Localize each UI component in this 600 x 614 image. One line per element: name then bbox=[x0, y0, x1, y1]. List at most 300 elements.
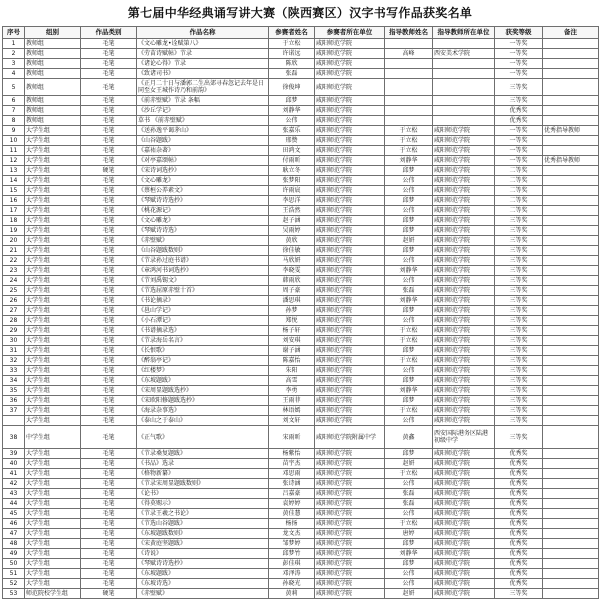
col-entrant-unit: 咸阳师范学院 bbox=[315, 216, 385, 226]
col-entrant-unit: 咸阳师范学院 bbox=[315, 479, 385, 489]
table-row bbox=[3, 59, 599, 69]
col-teacher-unit: 咸阳师范学院 bbox=[433, 509, 495, 519]
col-teacher-name: 公伟 bbox=[385, 276, 433, 286]
col-entrant-name: 邓泽涛 bbox=[269, 569, 315, 579]
col-teacher-name: 黄鑫 bbox=[385, 426, 433, 449]
col-index: 51 bbox=[3, 569, 25, 579]
col-award-level: 三等奖 bbox=[495, 79, 543, 96]
col-group: 大学生组 bbox=[25, 509, 81, 519]
col-teacher-name: 公伟 bbox=[385, 186, 433, 196]
col-remark bbox=[543, 376, 599, 386]
col-award-level-header: 获奖等级 bbox=[495, 27, 543, 39]
col-entrant-name: 张磊 bbox=[269, 69, 315, 79]
col-index: 43 bbox=[3, 489, 25, 499]
table-row bbox=[3, 186, 599, 196]
col-index: 27 bbox=[3, 306, 25, 316]
col-work-title: 《山谷题跋数则》 bbox=[137, 246, 269, 256]
col-teacher-unit: 咸阳师范学院 bbox=[433, 326, 495, 336]
col-entrant-name: 谢子涵 bbox=[269, 346, 315, 356]
col-teacher-unit: 咸阳师范学院 bbox=[433, 416, 495, 426]
col-index: 2 bbox=[3, 49, 25, 59]
col-remark bbox=[543, 589, 599, 599]
col-teacher-unit: 咸阳师范学院 bbox=[433, 146, 495, 156]
col-award-level: 三等奖 bbox=[495, 226, 543, 236]
table-row bbox=[3, 286, 599, 296]
col-remark bbox=[543, 346, 599, 356]
col-teacher-unit: 咸阳师范学院 bbox=[433, 136, 495, 146]
col-teacher-unit: 咸阳师范学院 bbox=[433, 366, 495, 376]
col-award-level: 一等奖 bbox=[495, 69, 543, 79]
col-award-level: 优秀奖 bbox=[495, 499, 543, 509]
col-teacher-name: 赵妍 bbox=[385, 236, 433, 246]
col-remark bbox=[543, 79, 599, 96]
col-group: 中学生组 bbox=[25, 426, 81, 449]
col-teacher-unit: 咸阳师范学院 bbox=[433, 276, 495, 286]
col-group: 大学生组 bbox=[25, 406, 81, 416]
col-group: 大学生组 bbox=[25, 206, 81, 216]
col-group: 大学生组 bbox=[25, 336, 81, 346]
col-award-level: 二等奖 bbox=[495, 176, 543, 186]
col-index: 21 bbox=[3, 246, 25, 256]
col-remark bbox=[543, 479, 599, 489]
col-index: 12 bbox=[3, 156, 25, 166]
table-row bbox=[3, 529, 599, 539]
col-entrant-unit: 咸阳师范学院 bbox=[315, 256, 385, 266]
col-teacher-unit bbox=[433, 39, 495, 49]
col-entrant-unit: 咸阳师范学院 bbox=[315, 69, 385, 79]
table-row bbox=[3, 156, 599, 166]
col-entrant-unit: 咸阳师范学院 bbox=[315, 459, 385, 469]
col-remark bbox=[543, 136, 599, 146]
col-teacher-unit: 咸阳师范学院 bbox=[433, 296, 495, 306]
col-teacher-name: 张磊 bbox=[385, 489, 433, 499]
col-group: 教师组 bbox=[25, 106, 81, 116]
table-row bbox=[3, 236, 599, 246]
table-row bbox=[3, 166, 599, 176]
table-row bbox=[3, 336, 599, 346]
col-entrant-unit: 咸阳师范学院 bbox=[315, 499, 385, 509]
col-teacher-name: 赵妍 bbox=[385, 589, 433, 599]
col-work-title: 《前赤壁赋》节录 条幅 bbox=[137, 96, 269, 106]
table-row bbox=[3, 126, 599, 136]
col-entrant-unit: 咸阳师范学院 bbox=[315, 59, 385, 69]
col-teacher-name: 邱梦 bbox=[385, 166, 433, 176]
col-category: 毛笔 bbox=[81, 326, 137, 336]
col-group: 大学生组 bbox=[25, 386, 81, 396]
col-index: 29 bbox=[3, 326, 25, 336]
col-remark bbox=[543, 106, 599, 116]
table-row bbox=[3, 96, 599, 106]
col-entrant-name: 李勇 bbox=[269, 386, 315, 396]
col-entrant-name: 邱梦 bbox=[269, 96, 315, 106]
col-entrant-name: 吴雨婷 bbox=[269, 226, 315, 236]
col-teacher-name: 高峰 bbox=[385, 49, 433, 59]
col-category: 毛笔 bbox=[81, 499, 137, 509]
col-award-level: 二等奖 bbox=[495, 186, 543, 196]
col-index: 52 bbox=[3, 579, 25, 589]
col-teacher-name: 公伟 bbox=[385, 316, 433, 326]
col-category: 毛笔 bbox=[81, 226, 137, 236]
col-award-level: 一等奖 bbox=[495, 146, 543, 156]
col-index: 15 bbox=[3, 186, 25, 196]
col-remark bbox=[543, 116, 599, 126]
col-index: 31 bbox=[3, 346, 25, 356]
col-work-title: 《书谱摘录选》 bbox=[137, 326, 269, 336]
col-group: 大学生组 bbox=[25, 479, 81, 489]
col-teacher-unit: 咸阳师范学院 bbox=[433, 406, 495, 416]
col-work-title: 《文心雕龙》 bbox=[137, 176, 269, 186]
col-teacher-name: 于立松 bbox=[385, 469, 433, 479]
col-teacher-name bbox=[385, 39, 433, 49]
col-category: 毛笔 bbox=[81, 479, 137, 489]
col-entrant-name: 赵子涵 bbox=[269, 216, 315, 226]
col-work-title: 《宋周显题跋选抄》 bbox=[137, 386, 269, 396]
col-teacher-unit: 咸阳师范学院 bbox=[433, 156, 495, 166]
col-work-title: 《诗说》 bbox=[137, 549, 269, 559]
table-row bbox=[3, 346, 599, 356]
col-award-level: 优秀奖 bbox=[495, 529, 543, 539]
col-work-title: 《琴赋诗诗选抄》 bbox=[137, 559, 269, 569]
col-remark bbox=[543, 166, 599, 176]
col-category: 毛笔 bbox=[81, 449, 137, 459]
col-award-level: 优秀奖 bbox=[495, 459, 543, 469]
col-entrant-name: 周子豪 bbox=[269, 286, 315, 296]
col-index: 5 bbox=[3, 79, 25, 96]
col-teacher-name: 于立松 bbox=[385, 136, 433, 146]
col-award-level: 二等奖 bbox=[495, 206, 543, 216]
col-entrant-unit: 咸阳师范学院 bbox=[315, 236, 385, 246]
col-group: 大学生组 bbox=[25, 376, 81, 386]
col-index: 34 bbox=[3, 376, 25, 386]
col-index: 53 bbox=[3, 589, 25, 599]
col-index: 20 bbox=[3, 236, 25, 246]
col-remark bbox=[543, 579, 599, 589]
col-category: 毛笔 bbox=[81, 539, 137, 549]
col-entrant-unit: 咸阳师范学院 bbox=[315, 579, 385, 589]
col-entrant-unit: 咸阳师范学院 bbox=[315, 336, 385, 346]
col-award-level: 优秀奖 bbox=[495, 549, 543, 559]
col-award-level: 一等奖 bbox=[495, 59, 543, 69]
table-row bbox=[3, 469, 599, 479]
col-award-level: 三等奖 bbox=[495, 236, 543, 246]
table-row bbox=[3, 569, 599, 579]
col-index: 19 bbox=[3, 226, 25, 236]
col-entrant-name: 黄佳慧 bbox=[269, 509, 315, 519]
col-index: 4 bbox=[3, 69, 25, 79]
col-remark bbox=[543, 386, 599, 396]
col-teacher-unit: 咸阳师范学院 bbox=[433, 559, 495, 569]
col-entrant-name: 张梦阳 bbox=[269, 176, 315, 186]
col-teacher-name: 邱梦 bbox=[385, 306, 433, 316]
col-award-level: 三等奖 bbox=[495, 376, 543, 386]
col-work-title: 《送孙逸平谒茅山》 bbox=[137, 126, 269, 136]
col-award-level: 三等奖 bbox=[495, 416, 543, 426]
col-entrant-unit: 咸阳师范学院 bbox=[315, 276, 385, 286]
col-award-level: 三等奖 bbox=[495, 366, 543, 376]
col-work-title: 《泰山之于泰山》 bbox=[137, 416, 269, 426]
col-work-title: 《得莫赐示》 bbox=[137, 499, 269, 509]
col-category: 毛笔 bbox=[81, 519, 137, 529]
col-work-title: 《嘉祐杂著》 bbox=[137, 146, 269, 156]
col-category: 毛笔 bbox=[81, 579, 137, 589]
col-work-title: 《红楼梦》 bbox=[137, 366, 269, 376]
col-award-level: 优秀奖 bbox=[495, 569, 543, 579]
col-remark bbox=[543, 499, 599, 509]
col-group: 大学生组 bbox=[25, 366, 81, 376]
col-award-level: 优秀奖 bbox=[495, 449, 543, 459]
col-group: 大学生组 bbox=[25, 236, 81, 246]
col-remark: 优秀指导教师 bbox=[543, 126, 599, 136]
col-index: 25 bbox=[3, 286, 25, 296]
col-award-level: 三等奖 bbox=[495, 246, 543, 256]
col-group: 大学生组 bbox=[25, 489, 81, 499]
col-teacher-name: 于立松 bbox=[385, 126, 433, 136]
col-teacher-name: 于立松 bbox=[385, 336, 433, 346]
col-teacher-unit: 咸阳师范学院 bbox=[433, 519, 495, 529]
col-entrant-name: 朱阳 bbox=[269, 366, 315, 376]
col-index: 11 bbox=[3, 146, 25, 156]
col-remark bbox=[543, 366, 599, 376]
col-teacher-name: 公伟 bbox=[385, 479, 433, 489]
col-entrant-unit: 咸阳师范学院 bbox=[315, 449, 385, 459]
col-work-title: 《格物新纂》 bbox=[137, 469, 269, 479]
col-teacher-name: 邱梦 bbox=[385, 246, 433, 256]
col-group: 大学生组 bbox=[25, 499, 81, 509]
col-category: 毛笔 bbox=[81, 79, 137, 96]
col-entrant-unit: 咸阳师范学院 bbox=[315, 226, 385, 236]
col-work-title: 《劳苗诗赋帖》节录 bbox=[137, 49, 269, 59]
col-work-title: 《书品》选录 bbox=[137, 459, 269, 469]
col-teacher-name: 于立松 bbox=[385, 356, 433, 366]
col-category: 毛笔 bbox=[81, 69, 137, 79]
col-remark bbox=[543, 326, 599, 336]
col-teacher-unit: 咸阳师范学院 bbox=[433, 316, 495, 326]
col-group: 大学生组 bbox=[25, 356, 81, 366]
col-remark bbox=[543, 569, 599, 579]
col-work-title: 《宋黄庭坚题跋》 bbox=[137, 539, 269, 549]
table-row bbox=[3, 539, 599, 549]
col-group: 大学生组 bbox=[25, 166, 81, 176]
col-remark bbox=[543, 529, 599, 539]
col-work-title: 《东坡题跋》 bbox=[137, 569, 269, 579]
col-remark bbox=[543, 176, 599, 186]
col-award-level: 三等奖 bbox=[495, 589, 543, 599]
col-entrant-name: 张诗涵 bbox=[269, 479, 315, 489]
col-index: 10 bbox=[3, 136, 25, 146]
col-entrant-unit: 咸阳师范学院 bbox=[315, 246, 385, 256]
table-row bbox=[3, 266, 599, 276]
col-category: 毛笔 bbox=[81, 459, 137, 469]
col-award-level: 优秀奖 bbox=[495, 489, 543, 499]
col-entrant-unit: 咸阳师范学院 bbox=[315, 79, 385, 96]
col-entrant-name: 韩雨欣 bbox=[269, 276, 315, 286]
col-teacher-unit: 咸阳师范学院 bbox=[433, 579, 495, 589]
table-row bbox=[3, 396, 599, 406]
col-index: 28 bbox=[3, 316, 25, 326]
col-category: 毛笔 bbox=[81, 406, 137, 416]
col-remark bbox=[543, 469, 599, 479]
col-category: 毛笔 bbox=[81, 276, 137, 286]
table-row bbox=[3, 106, 599, 116]
col-category: 毛笔 bbox=[81, 96, 137, 106]
col-remark bbox=[543, 69, 599, 79]
col-award-level: 一等奖 bbox=[495, 126, 543, 136]
col-category: 毛笔 bbox=[81, 396, 137, 406]
col-category: 毛笔 bbox=[81, 116, 137, 126]
col-group: 大学生组 bbox=[25, 549, 81, 559]
col-teacher-name: 于立松 bbox=[385, 406, 433, 416]
col-work-title: 草书 《前赤壁赋》 bbox=[137, 116, 269, 126]
col-entrant-unit: 咸阳师范学院 bbox=[315, 156, 385, 166]
table-row bbox=[3, 559, 599, 569]
col-teacher-name: 张磊 bbox=[385, 286, 433, 296]
col-group: 大学生组 bbox=[25, 136, 81, 146]
col-teacher-unit: 咸阳师范学院 bbox=[433, 256, 495, 266]
col-category: 毛笔 bbox=[81, 509, 137, 519]
col-entrant-name: 刘静华 bbox=[269, 106, 315, 116]
col-award-level: 三等奖 bbox=[495, 296, 543, 306]
col-entrant-unit: 咸阳师范学院 bbox=[315, 166, 385, 176]
table-header-row bbox=[3, 27, 599, 39]
col-entrant-name: 王浩然 bbox=[269, 206, 315, 216]
col-group: 教师组 bbox=[25, 79, 81, 96]
col-index: 33 bbox=[3, 366, 25, 376]
col-entrant-name: 马欣妍 bbox=[269, 256, 315, 266]
table-row bbox=[3, 196, 599, 206]
table-row bbox=[3, 549, 599, 559]
col-group: 教师组 bbox=[25, 96, 81, 106]
col-category: 毛笔 bbox=[81, 296, 137, 306]
col-teacher-name: 邱梦 bbox=[385, 449, 433, 459]
col-entrant-name: 付雨昕 bbox=[269, 156, 315, 166]
col-group: 大学生组 bbox=[25, 396, 81, 406]
col-entrant-unit: 咸阳师范学院 bbox=[315, 136, 385, 146]
col-index: 47 bbox=[3, 529, 25, 539]
col-award-level: 三等奖 bbox=[495, 96, 543, 106]
col-entrant-name: 吕嘉豪 bbox=[269, 489, 315, 499]
col-work-title: 《长恨歌》 bbox=[137, 346, 269, 356]
col-teacher-name: 于立松 bbox=[385, 146, 433, 156]
col-work-title: 《文心雕龙•诠赋第八》 bbox=[137, 39, 269, 49]
col-entrant-name-header: 参赛者姓名 bbox=[269, 27, 315, 39]
col-entrant-name: 许诺远 bbox=[269, 49, 315, 59]
col-entrant-name: 苗宇杰 bbox=[269, 459, 315, 469]
col-award-level: 优秀奖 bbox=[495, 579, 543, 589]
col-remark bbox=[543, 266, 599, 276]
col-category-header: 作品类别 bbox=[81, 27, 137, 39]
col-remark bbox=[543, 539, 599, 549]
col-remark bbox=[543, 286, 599, 296]
col-teacher-unit: 咸阳师范学院 bbox=[433, 246, 495, 256]
table-row bbox=[3, 509, 599, 519]
col-index: 24 bbox=[3, 276, 25, 286]
col-entrant-unit: 咸阳师范学院 bbox=[315, 366, 385, 376]
table-row bbox=[3, 426, 599, 449]
col-remark bbox=[543, 509, 599, 519]
col-remark bbox=[543, 356, 599, 366]
col-remark bbox=[543, 186, 599, 196]
col-teacher-unit bbox=[433, 106, 495, 116]
col-group: 大学生组 bbox=[25, 156, 81, 166]
col-teacher-unit: 咸阳师范学院 bbox=[433, 499, 495, 509]
col-teacher-name: 邱梦 bbox=[385, 196, 433, 206]
col-index: 18 bbox=[3, 216, 25, 226]
col-entrant-unit: 咸阳师范学院 bbox=[315, 196, 385, 206]
col-index: 3 bbox=[3, 59, 25, 69]
col-teacher-unit: 咸阳师范学院 bbox=[433, 236, 495, 246]
col-group: 大学生组 bbox=[25, 276, 81, 286]
col-remark bbox=[543, 59, 599, 69]
col-group: 大学生组 bbox=[25, 569, 81, 579]
award-table bbox=[2, 26, 599, 599]
col-category: 毛笔 bbox=[81, 489, 137, 499]
col-teacher-name: 邱梦 bbox=[385, 226, 433, 236]
col-work-title: 《文心雕龙》 bbox=[137, 216, 269, 226]
col-award-level: 三等奖 bbox=[495, 326, 543, 336]
col-teacher-unit: 咸阳师范学院 bbox=[433, 489, 495, 499]
table-row bbox=[3, 356, 599, 366]
col-group: 大学生组 bbox=[25, 306, 81, 316]
col-teacher-unit bbox=[433, 59, 495, 69]
col-award-level: 三等奖 bbox=[495, 306, 543, 316]
col-entrant-unit: 咸阳师范学院 bbox=[315, 286, 385, 296]
col-entrant-unit: 咸阳师范学院 bbox=[315, 489, 385, 499]
col-teacher-unit: 咸阳师范学院 bbox=[433, 589, 495, 599]
col-award-level: 三等奖 bbox=[495, 426, 543, 449]
col-teacher-name: 邱梦 bbox=[385, 559, 433, 569]
col-remark bbox=[543, 396, 599, 406]
col-teacher-name: 公伟 bbox=[385, 416, 433, 426]
table-row bbox=[3, 176, 599, 186]
col-category: 毛笔 bbox=[81, 306, 137, 316]
col-teacher-unit: 西安国际港务区陆港初级中学 bbox=[433, 426, 495, 449]
table-row bbox=[3, 39, 599, 49]
col-teacher-name: 公伟 bbox=[385, 509, 433, 519]
col-teacher-unit: 咸阳师范学院 bbox=[433, 346, 495, 356]
col-award-level: 一等奖 bbox=[495, 156, 543, 166]
col-group: 大学生组 bbox=[25, 146, 81, 156]
col-entrant-name: 宋雨昕 bbox=[269, 426, 315, 449]
col-entrant-name: 于立松 bbox=[269, 39, 315, 49]
col-work-title: 《宋欧阳修题跋选抄》 bbox=[137, 396, 269, 406]
col-teacher-unit: 咸阳师范学院 bbox=[433, 356, 495, 366]
col-teacher-name: 于立松 bbox=[385, 519, 433, 529]
col-work-title: 《章鸿河书词选抄》 bbox=[137, 266, 269, 276]
col-index: 9 bbox=[3, 126, 25, 136]
col-group: 教师组 bbox=[25, 69, 81, 79]
col-group: 大学生组 bbox=[25, 316, 81, 326]
col-entrant-unit: 咸阳师范学院 bbox=[315, 146, 385, 156]
col-teacher-unit: 咸阳师范学院 bbox=[433, 176, 495, 186]
table-row bbox=[3, 449, 599, 459]
col-entrant-name: 黄欣 bbox=[269, 236, 315, 246]
col-entrant-name: 邢赞 bbox=[269, 136, 315, 146]
col-award-level: 三等奖 bbox=[495, 256, 543, 266]
col-index: 1 bbox=[3, 39, 25, 49]
col-work-title: 《对亭嘉颂帖》 bbox=[137, 156, 269, 166]
col-entrant-name: 陈嘉怡 bbox=[269, 356, 315, 366]
col-entrant-name: 公伟 bbox=[269, 116, 315, 126]
col-work-title: 《小石潭记》 bbox=[137, 316, 269, 326]
col-work-title: 《诸论心得》节录 bbox=[137, 59, 269, 69]
col-remark bbox=[543, 449, 599, 459]
col-teacher-unit bbox=[433, 116, 495, 126]
col-teacher-unit-header: 指导教师所在单位 bbox=[433, 27, 495, 39]
col-entrant-unit: 咸阳师范学院 bbox=[315, 416, 385, 426]
col-group: 大学生组 bbox=[25, 579, 81, 589]
col-teacher-name: 公伟 bbox=[385, 569, 433, 579]
col-category: 毛笔 bbox=[81, 569, 137, 579]
